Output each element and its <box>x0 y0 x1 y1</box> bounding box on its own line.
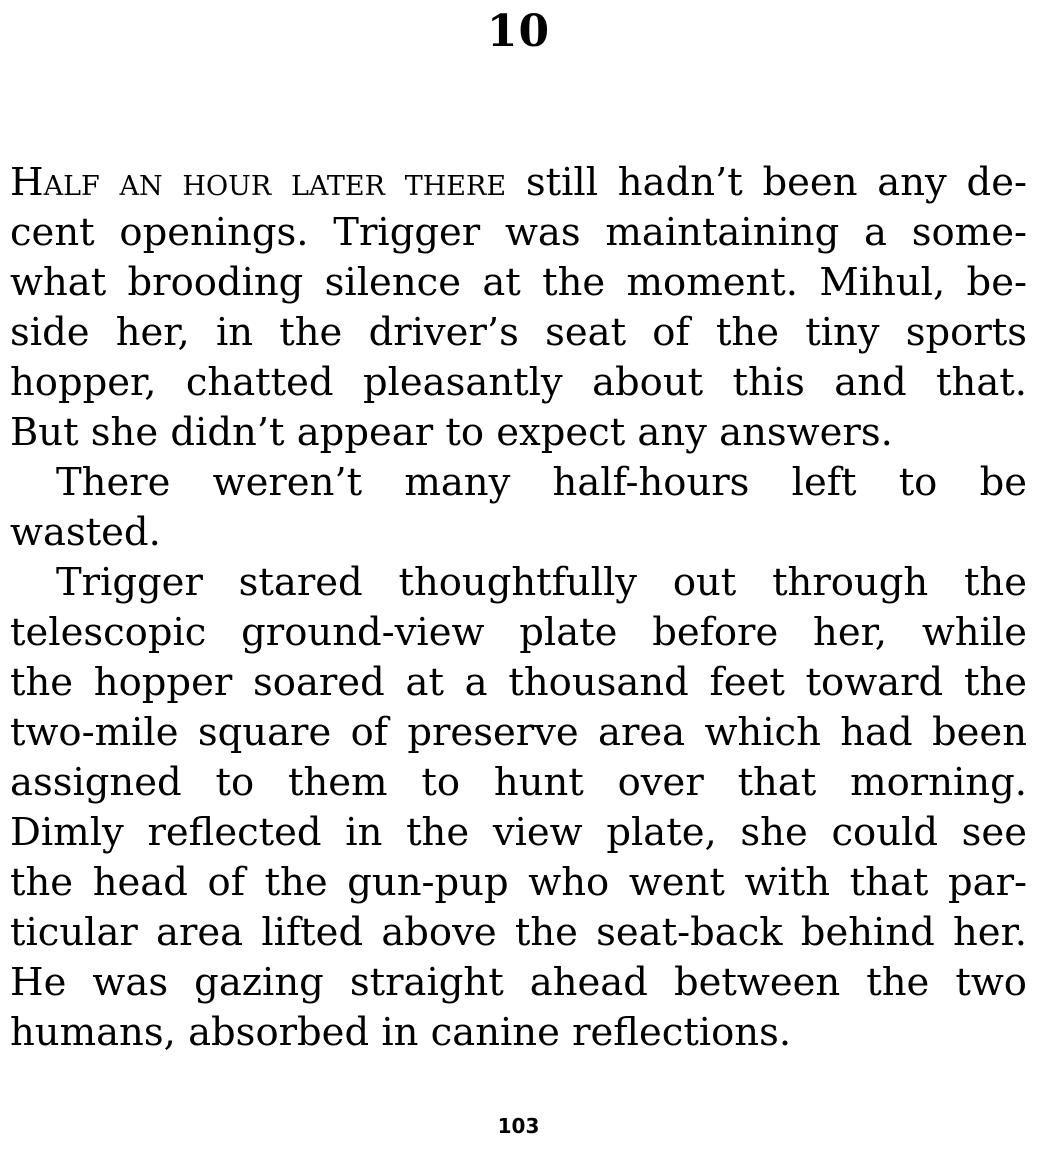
text-line: He was gazing straight ahead between the two <box>10 960 1027 1005</box>
text-line: ticular area lifted above the seat-back behind her. <box>10 910 1027 955</box>
text-line: the hopper soared at a thousand feet toward the <box>10 660 1027 705</box>
chapter-number: 10 <box>486 6 551 57</box>
text-line: hopper, chatted pleasantly about this and that. <box>10 360 1027 405</box>
text-line: There weren’t many half-hours left to be <box>56 460 1027 505</box>
page-number: 103 <box>497 1114 540 1138</box>
text-line: assigned to them to hunt over that morning. <box>10 760 1027 805</box>
text-line: side her, in the driver’s seat of the tiny sports <box>10 310 1027 355</box>
text-line: humans, absorbed in canine reflections. <box>10 1010 792 1055</box>
text-line: two-mile square of preserve area which had been <box>10 710 1027 755</box>
text-line: the head of the gun-pup who went with that par- <box>10 860 1027 905</box>
text-line <box>10 158 1027 208</box>
text-line: what brooding silence at the moment. Mihul, be- <box>10 260 1027 305</box>
text-line: Trigger stared thoughtfully out through the <box>56 560 1027 605</box>
text-line: Dimly reflected in the view plate, she could see <box>10 810 1027 855</box>
text-line: telescopic ground-view plate before her, while <box>10 610 1027 655</box>
text-line: But she didn’t appear to expect any answers. <box>10 410 893 455</box>
small-caps-lead-in: Half an hour later there <box>10 160 507 205</box>
text-line: wasted. <box>10 510 161 555</box>
body-text <box>10 158 1027 1058</box>
text-line: cent openings. Trigger was maintaining a some- <box>10 210 1027 255</box>
text-line-content: still hadn’t been any de- <box>506 160 1027 205</box>
